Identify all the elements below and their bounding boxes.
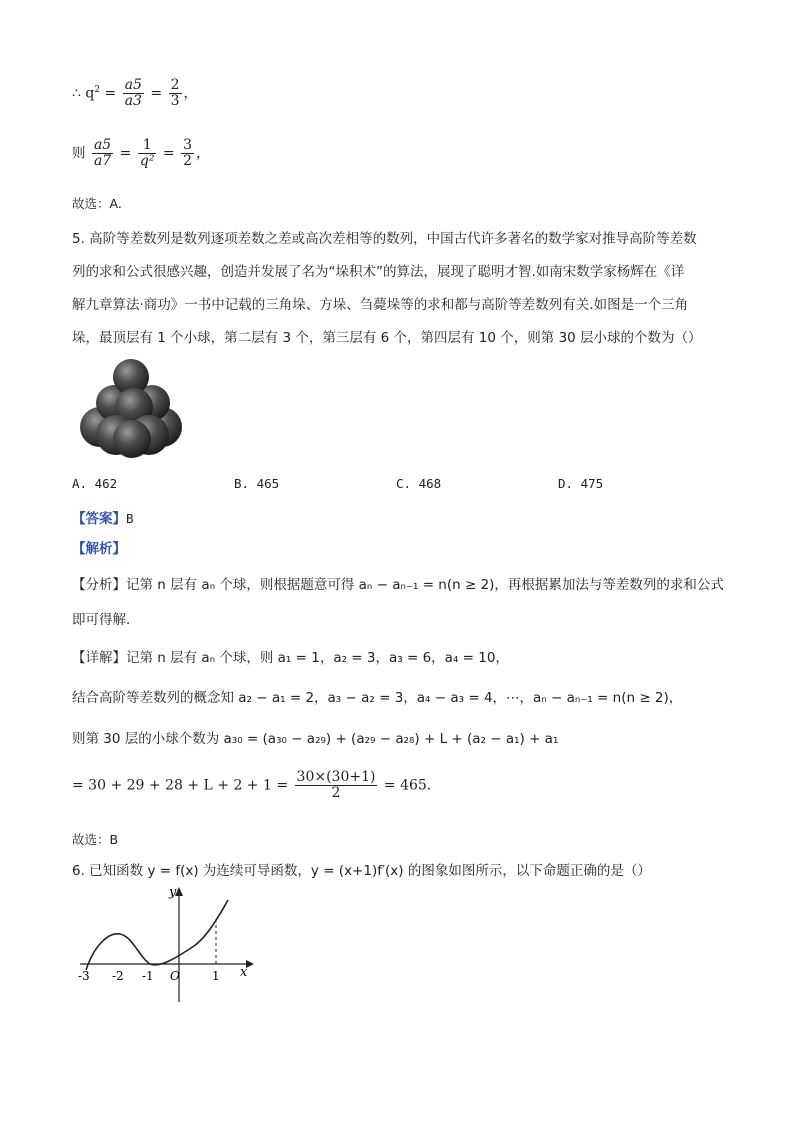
xiangjie-line-1 [72, 646, 509, 666]
eq1-rnum: 2 [170, 77, 180, 93]
xiangjie-line-2: 结合高阶等差数列的概念知 a₂ − a₁ = 2，a₃ − a₂ = 3，a₄ − a₃ = 4，⋯，aₙ − aₙ₋₁ = n(n ≥ 2)， [72, 690, 683, 706]
eq1-frac1 [123, 78, 144, 109]
option-c: C. 468 [396, 476, 442, 491]
q6-line: 6. 已知函数 y = f(x) 为连续可导函数，y = (x+1)f′(x) 的图象如图所示，以下命题正确的是（） [72, 863, 651, 879]
fenxi-line-1 [72, 573, 724, 593]
origin-label: O [170, 969, 180, 983]
eq2-frac2 [138, 138, 157, 169]
eq2-mnum: 1 [138, 138, 157, 154]
prev-choice: 故选：A. [72, 196, 122, 211]
eq1-rden: 3 [170, 93, 180, 109]
xiangjie-line-3: 则第 30 层的小球个数为 a₃₀ = (a₃₀ − a₂₉) + (a₂₉ − a₂₈) + L + (a₂ − a₁) + a₁ [72, 731, 559, 747]
sum-num: 30×(30+1) [296, 769, 376, 785]
xiangjie-tag: 【详解】 [72, 650, 126, 666]
q5-line-4: 垛，最顶层有 1 个小球，第二层有 3 个，第三层有 6 个，第四层有 10 个，则第 30 层小球的个数为（） [72, 330, 702, 346]
fenxi-tag: 【分析】 [72, 577, 126, 593]
eq1-sup: 2 [94, 84, 101, 95]
eq2-rnum: 3 [183, 137, 192, 153]
eq2-mden: q² [139, 153, 155, 169]
eq1-frac2 [169, 78, 182, 109]
q5-choice: 故选：B [72, 832, 119, 847]
tick-label-neg1: -1 [142, 969, 154, 983]
eq2-num: a5 [93, 137, 112, 153]
xiangjie-line-4 [72, 770, 431, 801]
function-graph [76, 884, 256, 1004]
analysis-tag: 【解析】 [72, 541, 126, 557]
answer-value: B [126, 511, 134, 526]
sum-lhs: = 30 + 29 + 28 + L + 2 + 1 = [72, 777, 289, 794]
fenxi-line-2: 即可得解. [72, 612, 131, 628]
option-a: A. 462 [72, 476, 118, 491]
xiangjie-text-1: 记第 n 层有 aₙ 个球，则 a₁ = 1，a₂ = 3，a₃ = 6，a₄ = 10， [126, 650, 509, 666]
ball-pile-image [74, 355, 188, 459]
eq2-rden: 2 [183, 153, 192, 169]
answer-line [72, 507, 134, 527]
q5-line-1: 5. 高阶等差数列是数列逐项差数之差或高次差相等的数列，中国古代许多著名的数学家对推导高阶等差数 [72, 231, 697, 247]
option-d: D. 475 [558, 476, 604, 491]
eq-q-squared: ∴ $q^2$ = $\frac{a5}{a3}$ = $\frac{2}{3}$ ， [72, 77, 198, 109]
eq2-prefix: 则 [72, 145, 86, 162]
y-axis-label: y [169, 885, 177, 900]
eq2-frac1 [92, 138, 113, 169]
tick-label-1: 1 [212, 969, 220, 983]
sum-rhs: = 465. [383, 777, 432, 794]
eq2-den: a7 [93, 153, 112, 169]
q5-line-3: 解九章算法·商功》一书中记载的三角垛、方垛、刍薨垛等的求和都与高阶等差数列有关.如图是一个三角 [72, 297, 689, 313]
answer-tag: 【答案】 [72, 511, 126, 527]
eq2-frac3 [181, 138, 194, 169]
option-b: B. 465 [234, 476, 280, 491]
q5-line-2: 列的求和公式很感兴趣，创造并发展了名为“垛积术”的算法，展现了聪明才智.如南宋数学家杨辉在《详 [72, 264, 685, 280]
tick-label-neg3: -3 [78, 969, 90, 983]
eq1-num: a5 [124, 77, 142, 93]
fenxi-text-1: 记第 n 层有 aₙ 个球，则根据题意可得 aₙ − aₙ₋₁ = n(n ≥ 2)，再根据累加法与等差数列的求和公式 [126, 577, 724, 593]
eq-ratio: 则 $\frac{a5}{a7}$ = $\frac{1}{\text{q²}}$ = $\frac{3}{2}$ ， [72, 137, 210, 169]
eq1-den: a3 [124, 93, 142, 109]
x-axis-label: x [240, 965, 248, 980]
tick-label-neg2: -2 [112, 969, 124, 983]
sum-den: 2 [331, 785, 341, 801]
sum-frac [295, 770, 378, 801]
eq1-lhs: ∴ q [72, 85, 95, 102]
